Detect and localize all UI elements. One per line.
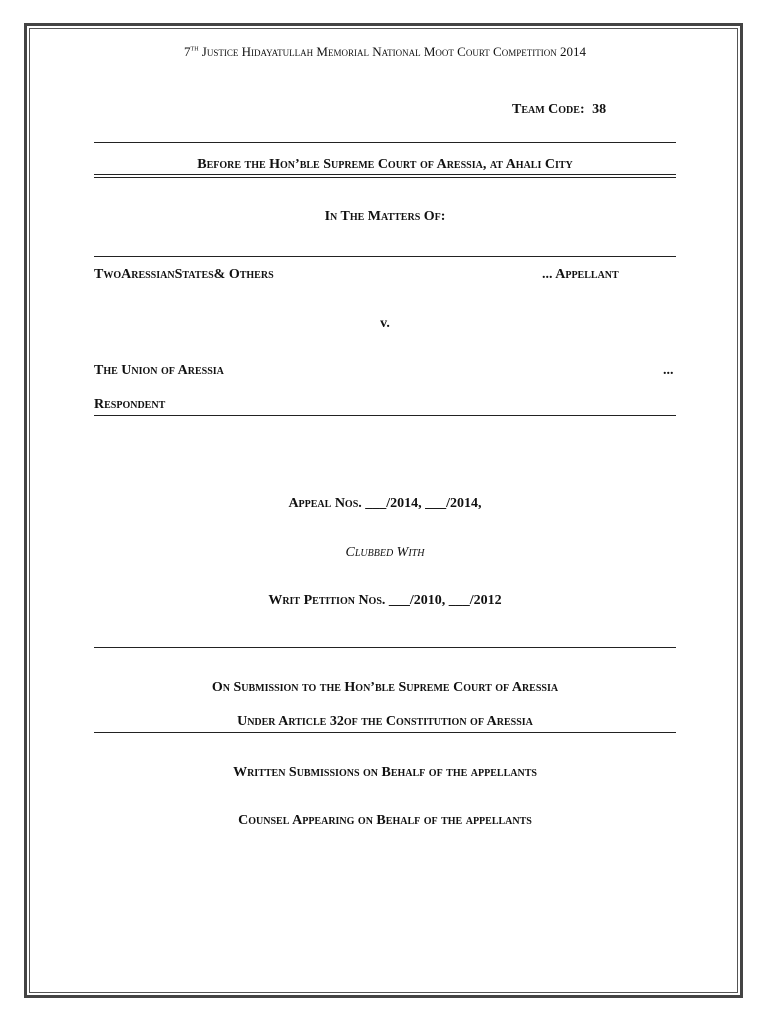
written-submissions: Written Submissions on Behalf of the appellants (233, 765, 537, 780)
competition-ordinal-suffix: th (190, 43, 199, 53)
submission-line-1: On Submission to the Hon’ble Supreme Court of Aressia (211, 680, 559, 695)
respondent-name: The Union of Aressia (94, 363, 224, 378)
rule-submission-top (94, 647, 676, 648)
appeal-numbers: Appeal Nos. ___/2014, ___/2014, (288, 496, 482, 511)
in-matters-of: In The Matters Of: (324, 209, 446, 224)
appellant-role: ... Appellant (542, 267, 619, 282)
rule-court-under-2 (94, 177, 676, 178)
court-heading: Before the Hon’ble Supreme Court of Aressia, at Ahali City (197, 157, 573, 172)
clubbed-with: Clubbed With (345, 545, 425, 560)
appellant-name: TwoAressianStates& Others (94, 267, 274, 282)
team-code-label: Team Code: (512, 102, 585, 117)
versus: v. (380, 316, 390, 331)
rule-court-under-1 (94, 174, 676, 175)
team-code (512, 102, 606, 118)
rule-parties-top (94, 256, 676, 257)
submission-line-2: Under Article 32of the Constitution of Aressia (237, 714, 533, 729)
team-code-value: 38 (592, 102, 607, 117)
respondent-role: Respondent (94, 397, 166, 412)
rule-submission-bottom (94, 732, 676, 733)
rule-parties-bottom (94, 415, 676, 416)
competition-name: Justice Hidayatullah Memorial National Moot Court Competition 2014 (201, 44, 586, 59)
counsel-appearing: Counsel Appearing on Behalf of the appellants (238, 813, 532, 828)
competition-header (94, 44, 676, 60)
rule-top-court (94, 142, 676, 143)
writ-petition-numbers: Writ Petition Nos. ___/2010, ___/2012 (268, 593, 502, 608)
competition-ordinal: 7 (184, 44, 191, 59)
respondent-dots: ... (663, 363, 674, 378)
